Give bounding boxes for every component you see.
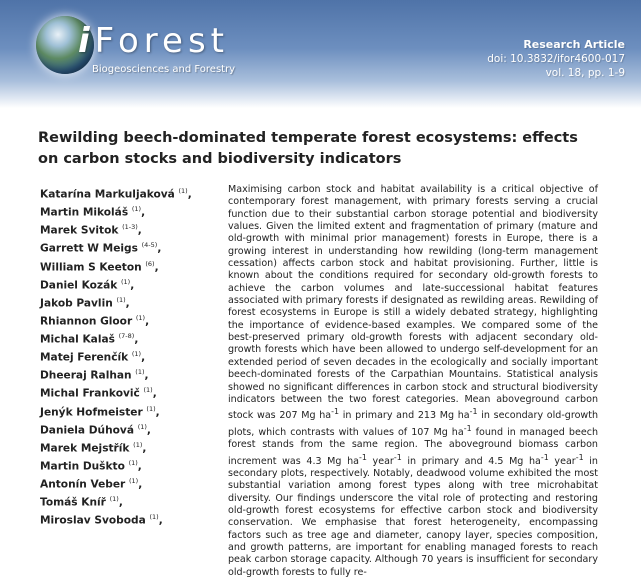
author-item: Garrett W Meigs $^{(4-5)}$, <box>40 241 162 255</box>
author-item: Rhiannon Gloor $^{(1)}$, <box>40 313 150 328</box>
author-name: Marek Mejstřík <box>40 442 130 455</box>
unit-superscript: -1 <box>359 452 367 462</box>
author-item: Marek Svitok $^{(1-3)}$, <box>40 223 142 237</box>
author-affiliation: (4-5) <box>141 241 158 250</box>
author-name: Martin Duškto <box>40 460 125 473</box>
author-name: Tomáš Kníř <box>40 496 106 509</box>
author-name: Daniela Dúhová <box>40 424 134 437</box>
abstract-text: found in managed beech forest stands from the same region. The aboveground biomass carbon increment was 4.3 Mg ha <box>228 426 598 467</box>
author-affiliation: (1) <box>133 440 143 449</box>
author-name: Miroslav Svoboda <box>40 514 146 527</box>
abstract-text: in secondary old-growth plots, which contrasts with values of 107 Mg ha <box>228 410 599 438</box>
author-name: Matej Ferenčík <box>40 351 129 364</box>
author-name: Marek Svitok <box>40 224 119 237</box>
article-doi[interactable]: doi: 10.3832/ifor4600-017 <box>487 53 625 65</box>
author-item: Daniel Kozák $^{(1)}$, <box>40 277 135 292</box>
author-affiliation: (1) <box>116 295 126 304</box>
article-volume: vol. 18, pp. 1-9 <box>545 67 625 79</box>
author-name: Michal Kalaš <box>40 333 115 346</box>
author-list <box>40 184 230 528</box>
author-item: Martin Duškto $^{(1)}$, <box>40 458 142 473</box>
author-item: Matej Ferenčík $^{(1)}$, <box>40 350 146 364</box>
author-name: Garrett W Meigs <box>40 242 138 255</box>
author-affiliation: (7-8) <box>118 332 135 340</box>
abstract-text: Maximising carbon stock and habitat availability is a critical objective of contemporary forest management, with primary forests serving a crucial function due to their substantial carbon storage potential and biodiversity values. Given the limited extent and fragmentation of primary (mature and old-growth with minimal prior management) forests in Europe, there is a growing interest in understanding how rewilding (long-term management cessation) affects carbon stock and habitat provisioning. Further, little is known about the conditions required for secondary old-growth forests to achieve the carbon volumes and late-successional habitat features associated with primary forests if designated as rewilding areas. Rewilding of forest ecosystems in Europe is still a widely debated strategy, highlighting the importance of evidence-based examples. We compared some of the best-preserved primary old-growth forests with adjacent secondary old-growth forests which have been allowed to undergo self-development for an extended period of seven decades in the ecologically and socially important beech-dominated forests of the Carpathian Mountains. Statistical analysis showed no significant differences in carbon stock and structural biodiversity indicators between the two forest categories. Mean aboveground carbon stock was 207 Mg ha <box>228 184 598 422</box>
abstract-text: year <box>366 455 394 467</box>
author-affiliation: (1) <box>120 277 131 286</box>
author-affiliation: (1) <box>137 422 147 431</box>
abstract-text: year <box>548 455 576 467</box>
author-item: Marek Mejstřík $^{(1)}$, <box>40 440 147 455</box>
abstract-text: in secondary plots, respectively. Notably, deadwood volume exhibited the most substantial variation among forest types along with tree microhabitat diversity. Our findings underscore the vital role of protecting and restoring old-growth forest ecosystems for effective carbon stock and biodiversity conservation. We emphasise that forest heterogeneity, encompassing factors such as tree age and diameter, canopy layer, species composition, and growth patterns, are important for enabling managed forests to reach peak carbon storage capacity. Although 70 years is insufficient for secondary old-growth forests to fully re- <box>228 455 598 578</box>
author-affiliation: (6) <box>145 259 155 268</box>
author-affiliation: (1) <box>128 458 138 467</box>
unit-superscript: -1 <box>469 407 478 417</box>
author-item: William S Keeton $^{(6)}$, <box>40 259 159 274</box>
unit-superscript: -1 <box>540 452 549 462</box>
unit-superscript: -1 <box>393 452 402 462</box>
author-item: Michal Kalaš $^{(7-8)}$, <box>40 332 139 346</box>
logo-i: i <box>78 21 95 61</box>
logo-forest: Forest <box>94 21 229 61</box>
author-item: Jenýk Hofmeister $^{(1)}$, <box>40 404 160 419</box>
author-affiliation: (1) <box>129 477 139 485</box>
author-item: Michal Frankovič $^{(1)}$, <box>40 386 157 400</box>
unit-superscript: -1 <box>331 407 340 417</box>
author-name: Michal Frankovič <box>40 387 140 400</box>
author-affiliation: (1) <box>178 187 188 195</box>
abstract <box>228 184 598 579</box>
author-item: Katarína Markuljaková $^{(1)}$, <box>40 187 192 201</box>
author-item: Antonín Veber $^{(1)}$, <box>40 477 143 491</box>
author-name: Katarína Markuljaková <box>40 188 175 201</box>
author-name: Daniel Kozák <box>40 279 118 292</box>
author-affiliation: (1) <box>131 205 142 214</box>
author-affiliation: (1) <box>143 386 153 395</box>
author-name: Jakob Pavlin <box>40 297 113 310</box>
author-affiliation: (1) <box>146 404 156 413</box>
unit-superscript: -1 <box>575 452 584 462</box>
author-item: Miroslav Svoboda $^{(1)}$, <box>40 513 163 527</box>
author-affiliation: (1) <box>131 350 142 359</box>
author-item: Dheeraj Ralhan $^{(1)}$, <box>40 368 149 382</box>
author-name: Jenýk Hofmeister <box>40 406 143 419</box>
author-affiliation: (1-3) <box>122 223 138 232</box>
author-item: Tomáš Kníř $^{(1)}$, <box>40 495 123 509</box>
journal-header <box>0 0 641 108</box>
abstract-text: in primary and 4.5 Mg ha <box>401 455 541 467</box>
journal-logo <box>78 21 229 61</box>
author-name: Martin Mikoláš <box>40 206 129 219</box>
author-affiliation: (1) <box>109 495 119 504</box>
author-name: Rhiannon Gloor <box>40 315 133 328</box>
paper-title: Rewilding beech-dominated temperate forest ecosystems: effects on carbon stocks and biodiversity indicators <box>38 130 578 167</box>
author-affiliation: (1) <box>135 313 146 322</box>
author-affiliation: (1) <box>135 368 145 377</box>
author-item: Martin Mikoláš $^{(1)}$, <box>40 205 146 219</box>
author-item: Jakob Pavlin $^{(1)}$, <box>40 295 130 310</box>
unit-superscript: -1 <box>463 423 472 433</box>
abstract-text: in primary and 213 Mg ha <box>339 410 470 422</box>
article-type: Research Article <box>523 38 625 51</box>
journal-subtitle: Biogeosciences and Forestry <box>92 64 236 75</box>
author-name: William S Keeton <box>40 261 142 274</box>
author-affiliation: (1) <box>149 513 159 522</box>
author-item: Daniela Dúhová $^{(1)}$, <box>40 422 151 437</box>
author-name: Antonín Veber <box>40 478 126 491</box>
article-info <box>487 38 625 80</box>
author-name: Dheeraj Ralhan <box>40 369 132 382</box>
